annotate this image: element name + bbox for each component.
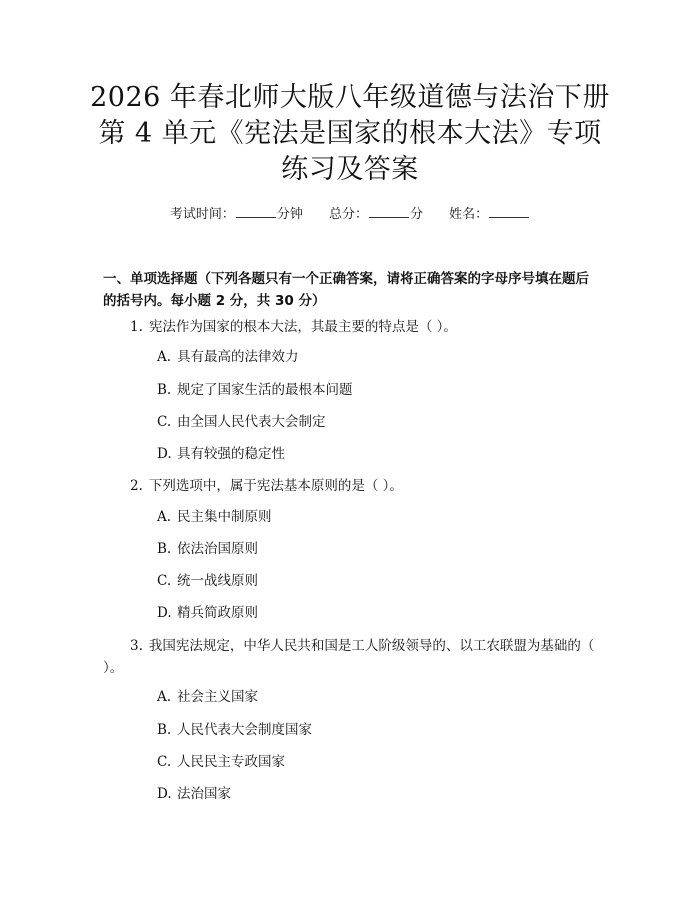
q3-option-d bbox=[157, 784, 231, 804]
option-text: 法治国家 bbox=[177, 786, 231, 802]
option-text: 具有最高的法律效力 bbox=[177, 349, 299, 365]
option-text: 社会主义国家 bbox=[177, 689, 258, 705]
student-name-blank[interactable] bbox=[489, 205, 529, 218]
question-number: 3. bbox=[130, 638, 143, 654]
option-label: C. bbox=[157, 754, 172, 770]
q2-option-d bbox=[157, 603, 258, 623]
q2-option-c bbox=[157, 571, 258, 591]
option-text: 精兵简政原则 bbox=[177, 605, 258, 621]
total-score-field bbox=[329, 205, 423, 225]
q1-option-b bbox=[157, 380, 353, 400]
question-text: 我国宪法规定，中华人民共和国是工人阶级领导的、以工农联盟为基础的（ ）。 bbox=[103, 638, 595, 676]
option-label: A. bbox=[157, 349, 172, 365]
exam-time-field bbox=[170, 205, 303, 225]
total-score-label: 总分： bbox=[328, 207, 368, 222]
option-label: D. bbox=[157, 605, 172, 621]
question-number: 2. bbox=[130, 478, 143, 494]
question-3 bbox=[103, 635, 598, 679]
exam-info-line bbox=[0, 205, 700, 225]
option-text: 规定了国家生活的最根本问题 bbox=[177, 382, 353, 398]
option-text: 民主集中制原则 bbox=[177, 509, 272, 525]
option-label: B. bbox=[157, 722, 172, 738]
page-title: 2026 年春北师大版八年级道德与法治下册第 4 单元《宪法是国家的根本大法》专项练习及答案 bbox=[90, 82, 610, 185]
option-label: A. bbox=[157, 509, 172, 525]
total-score-unit: 分 bbox=[410, 207, 424, 222]
q3-option-b bbox=[157, 720, 312, 740]
option-label: D. bbox=[157, 786, 172, 802]
exam-time-unit: 分钟 bbox=[276, 207, 303, 222]
question-text: 宪法作为国家的根本大法，其最主要的特点是（ ）。 bbox=[148, 319, 457, 335]
option-text: 由全国人民代表大会制定 bbox=[177, 414, 326, 430]
student-name-label: 姓名： bbox=[449, 207, 489, 222]
option-label: A. bbox=[157, 689, 172, 705]
exam-time-blank[interactable] bbox=[236, 205, 276, 218]
exam-time-label: 考试时间： bbox=[169, 207, 235, 222]
question-number: 1. bbox=[130, 319, 143, 335]
q3-option-c bbox=[157, 752, 285, 772]
q1-option-d bbox=[157, 444, 285, 464]
student-name-field bbox=[449, 205, 530, 225]
option-label: B. bbox=[157, 541, 172, 557]
question-2 bbox=[103, 475, 598, 497]
total-score-blank[interactable] bbox=[369, 205, 409, 218]
option-label: C. bbox=[157, 573, 172, 589]
section-heading: 一、单项选择题（下列各题只有一个正确答案，请将正确答案的字母序号填在题后的括号内。每小题 2 分，共 30 分） bbox=[103, 271, 589, 309]
q3-option-a bbox=[157, 687, 258, 707]
option-label: B. bbox=[157, 382, 172, 398]
option-text: 依法治国原则 bbox=[177, 541, 258, 557]
option-text: 统一战线原则 bbox=[177, 573, 258, 589]
option-label: C. bbox=[157, 414, 172, 430]
q1-option-c bbox=[157, 412, 326, 432]
q2-option-b bbox=[157, 539, 258, 559]
option-text: 人民民主专政国家 bbox=[177, 754, 285, 770]
question-1 bbox=[103, 316, 598, 338]
option-text: 人民代表大会制度国家 bbox=[177, 722, 312, 738]
option-text: 具有较强的稳定性 bbox=[177, 446, 285, 462]
option-label: D. bbox=[157, 446, 172, 462]
q1-option-a bbox=[157, 347, 299, 367]
question-text: 下列选项中，属于宪法基本原则的是（ ）。 bbox=[148, 478, 403, 494]
q2-option-a bbox=[157, 507, 272, 527]
